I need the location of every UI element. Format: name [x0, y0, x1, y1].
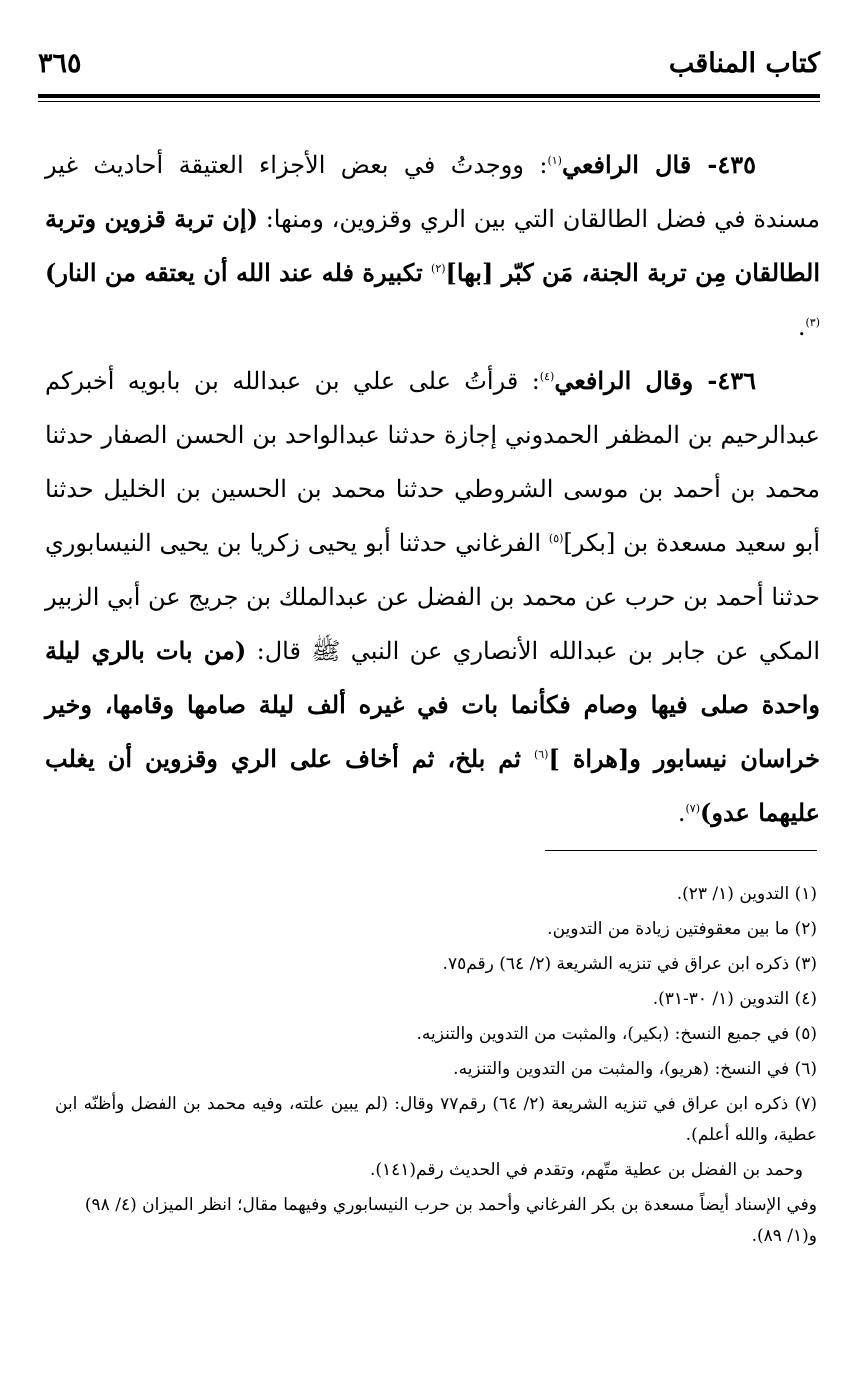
- hadith-quote: (إن تربة قزوين وتربة الطالقان مِن تربة الجنة، مَن كبّر [بها]: [45, 204, 820, 287]
- footnote-ref: (٧): [685, 802, 701, 815]
- footnotes: [55, 875, 817, 1256]
- main-text: [45, 138, 820, 840]
- hadith-quote: تكبيرة فله عند الله أن يعتقه من النار): [45, 258, 432, 287]
- footnote-ref: (٢): [431, 262, 446, 275]
- header-rule-thin: [38, 101, 820, 102]
- footnote-ref: (٣): [805, 316, 820, 329]
- hadith-text: : ووجدتُ في بعض الأجزاء العتيقة أحاديث غير مسندة في فضل الطالقان التي بين الري وقزوين، ومنها:: [45, 151, 820, 233]
- footnote-ref: (٤): [539, 370, 555, 383]
- footnote-5: (٥) في جميع النسخ: (بكير)، والمثبت من التدوين والتنزيه.: [416, 1024, 817, 1044]
- period: .: [797, 313, 806, 341]
- footnote-ref: (٥): [548, 532, 564, 545]
- page-number: ٣٦٥: [38, 48, 82, 79]
- hadith-text: : قرأتُ على علي بن عبدالله بن بابويه أخبركم عبدالرحيم بن المظفر الحمدوني إجازة حدثنا عبدالواحد بن الحسن الصفار حدثنا محمد بن أحمد بن موسى الشروطي حدثنا محمد بن الحسين بن الخليل حدثنا أبو سعيد مسعدة بن [بكر]: [45, 367, 821, 557]
- footnote-ref: (٦): [533, 748, 549, 761]
- footnote-4: (٤) التدوين (١/ ٣٠-٣١).: [652, 989, 817, 1009]
- hadith-quote: (من بات بالري ليلة واحدة صلى فيها وصام فكأنما بات في غيره ألف ليلة صامها وقامها، وخير خراسان نيسابور و[هراة ]: [45, 636, 820, 773]
- hadith-435: [45, 138, 820, 354]
- hadith-text: الفرغاني حدثنا أبو يحيى زكريا بن يحيى النيسابوري حدثنا أحمد بن حرب عن محمد بن الفضل عن عبدالملك بن جريج عن أبي الزبير المكي عن جابر بن عبدالله الأنصاري عن النبي ﷺ قال:: [45, 529, 821, 665]
- footnote-1: (١) التدوين (١/ ٢٣).: [676, 884, 817, 904]
- hadith-quote: ثم بلخ، ثم أخاف على الري وقزوين أن يغلب عليهما عدو): [45, 744, 820, 827]
- footnote-separator: [545, 850, 817, 851]
- footnote-7-note-a: وحمد بن الفضل بن عطية متّهم، وتقدم في الحديث رقم(١٤١).: [369, 1160, 803, 1180]
- footnote-ref: (١): [547, 154, 562, 167]
- hadith-number: ٤٣٦- وقال الرافعي: [554, 366, 756, 395]
- book-title: كتاب المناقب: [668, 48, 820, 79]
- hadith-number: ٤٣٥- قال الرافعي: [561, 150, 756, 179]
- period: .: [677, 799, 686, 827]
- footnote-6: (٦) في النسخ: (هريو)، والمثبت من التدوين والتنزيه.: [453, 1059, 817, 1079]
- footnote-2: (٢) ما بين معقوفتين زيادة من التدوين.: [547, 919, 817, 939]
- header-rule-thick: [38, 94, 820, 98]
- hadith-436: [45, 354, 820, 840]
- footnote-7: (٧) ذكره ابن عراق في تنزيه الشريعة (٢/ ٦٤) رقم٧٧ وقال: (لم يبين علته، وفيه محمد بن الفضل وأظنّه ابن عطية، والله أعلم).: [55, 1094, 818, 1145]
- page-header: [38, 40, 820, 90]
- footnote-3: (٣) ذكره ابن عراق في تنزيه الشريعة (٢/ ٦٤) رقم٧٥.: [442, 954, 817, 974]
- footnote-7-note-b: وفي الإسناد أيضاً مسعدة بن بكر الفرغاني وأحمد بن حرب النيسابوري وفيهما مقال؛ انظر الميزان (٤/ ٩٨) و(١/ ٨٩).: [84, 1195, 817, 1246]
